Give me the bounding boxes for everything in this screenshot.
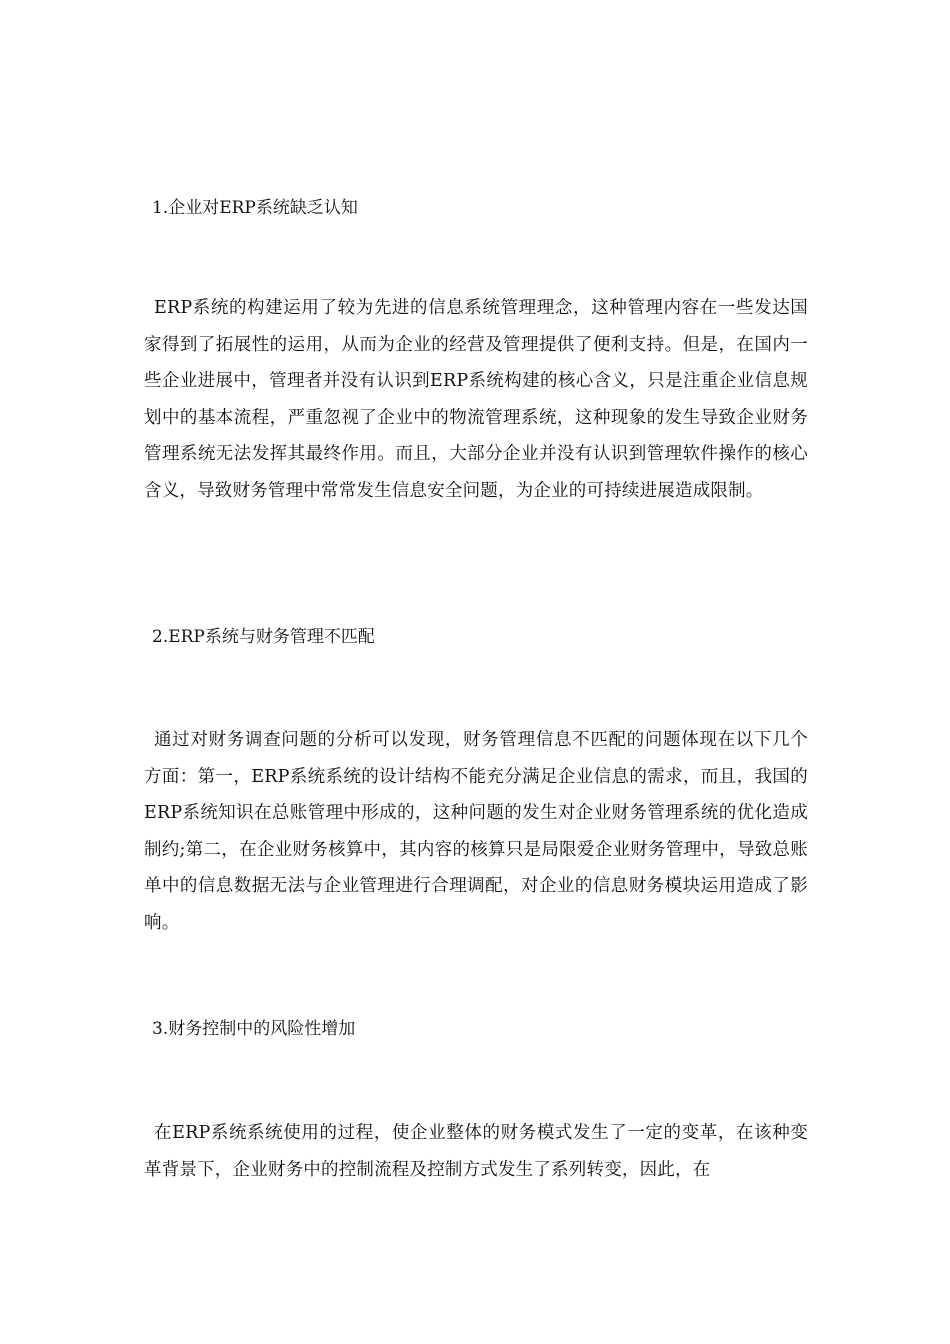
section-heading-3: 3.财务控制中的风险性增加 [152,1019,356,1039]
section-paragraph-2: 通过对财务调查问题的分析可以发现，财务管理信息不匹配的问题体现在以下几个方面：第一，ERP系统系统的设计结构不能充分满足企业信息的需求，而且，我国的ERP系统知识在总账管理中形成的，这种问题的发生对企业财务管理系统的优化造成制约;第二，在企业财务核算中，其内容的核算只是局限爱企业财务管理中，导致总账单中的信息数据无法与企业管理进行合理调配，对企业的信息财务模块运用造成了影响。 [144,730,808,933]
section-paragraph-3: 在ERP系统系统使用的过程，使企业整体的财务模式发生了一定的变革，在该种变革背景下，企业财务中的控制流程及控制方式发生了系列转变，因此，在 [144,1123,808,1180]
section-heading-1: 1.企业对ERP系统缺乏认知 [152,198,358,218]
section-paragraph-1: ERP系统的构建运用了较为先进的信息系统管理理念，这种管理内容在一些发达国家得到了拓展性的运用，从而为企业的经营及管理提供了便利支持。但是，在国内一些企业进展中，管理者并没有认识到ERP系统构建的核心含义，只是注重企业信息规划中的基本流程，严重忽视了企业中的物流管理系统，这种现象的发生导致企业财务管理系统无法发挥其最终作用。而且，大部分企业并没有认识到管理软件操作的核心含义，导致财务管理中常常发生信息安全问题，为企业的可持续进展造成限制。 [144,298,808,501]
section-heading-2: 2.ERP系统与财务管理不匹配 [152,627,375,647]
